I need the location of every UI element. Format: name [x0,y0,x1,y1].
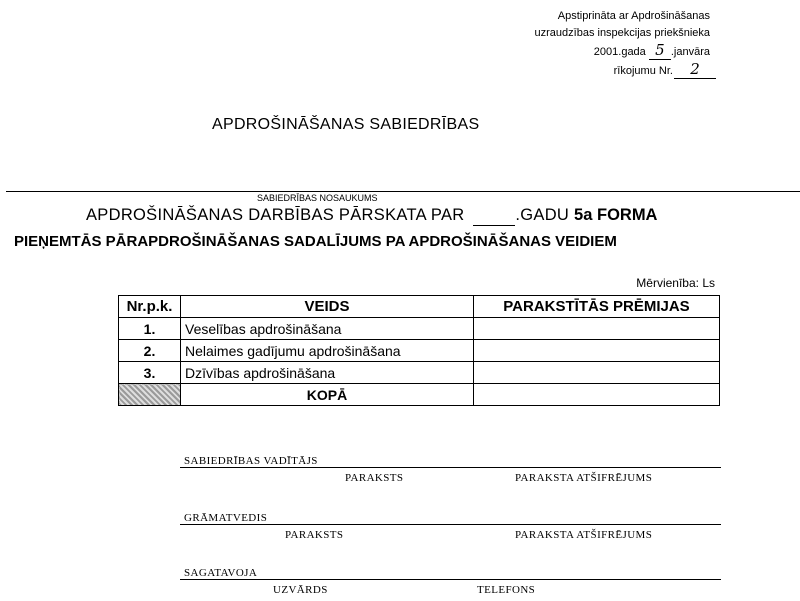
header-type: VEIDS [181,296,474,318]
row-premium-cell[interactable] [474,318,720,340]
accountant-signature-label: PARAKSTS [285,529,344,541]
approval-order-number: 2 [674,61,716,79]
header-nr: Nr.p.k. [119,296,181,318]
report-title-prefix: APDROŠINĀŠANAS DARBĪBAS PĀRSKATA PAR [86,206,465,224]
approval-date-line [535,42,710,61]
head-title: SABIEDRĪBAS VADĪTĀJS [184,455,318,467]
total-label: KOPĀ [181,384,474,406]
total-hatched-cell [119,384,181,406]
sub-title: PIEŅEMTĀS PĀRAPDROŠINĀŠANAS SADALĪJUMS PA APDROŠINĀŠANAS VEIDIEM [14,233,617,250]
row-nr: 3. [119,362,181,384]
company-name-line [6,191,800,192]
approval-date-day: 5 [649,42,671,60]
head-decoding-label: PARAKSTA ATŠIFRĒJUMS [515,472,653,484]
year-blank[interactable] [473,206,515,226]
total-premium-cell[interactable] [474,384,720,406]
phone-label: TELEFONS [477,584,536,596]
table-row [119,340,720,362]
unit-label: Mērvienība: Ls [636,276,715,290]
company-heading: APDROŠINĀŠANAS SABIEDRĪBAS [212,116,480,133]
row-nr: 2. [119,340,181,362]
form-number: 5a FORMA [574,206,658,224]
approval-line-1: Apstiprināta ar Apdrošināšanas [557,10,710,22]
approval-note [535,8,710,80]
prepared-line[interactable] [180,579,721,580]
approval-date-prefix: 2001.gada [593,46,646,58]
company-name-caption: SABIEDRĪBAS NOSAUKUMS [257,193,378,203]
head-signature-line[interactable] [180,467,721,468]
report-title-suffix: .GADU [515,206,570,224]
row-type: Veselības apdrošināšana [181,318,474,340]
accountant-signature-line[interactable] [180,524,721,525]
approval-date-suffix: .janvāra [670,46,710,58]
approval-order-prefix: rīkojumu Nr. [613,65,673,77]
header-premium: PARAKSTĪTĀS PRĒMIJAS [474,296,720,318]
approval-order-line [535,61,710,80]
prepared-title: SAGATAVOJA [184,567,258,579]
premium-table [118,295,720,406]
row-premium-cell[interactable] [474,362,720,384]
report-title [86,206,657,226]
approval-line-2: uzraudzības inspekcijas priekšnieka [534,27,710,39]
name-label: UZVĀRDS [273,584,328,596]
accountant-decoding-label: PARAKSTA ATŠIFRĒJUMS [515,529,653,541]
table-header-row [119,296,720,318]
row-premium-cell[interactable] [474,340,720,362]
accountant-title: GRĀMATVEDIS [184,512,268,524]
row-type: Dzīvības apdrošināšana [181,362,474,384]
table-row [119,318,720,340]
table-row [119,362,720,384]
total-row [119,384,720,406]
row-type: Nelaimes gadījumu apdrošināšana [181,340,474,362]
head-signature-label: PARAKSTS [345,472,404,484]
row-nr: 1. [119,318,181,340]
